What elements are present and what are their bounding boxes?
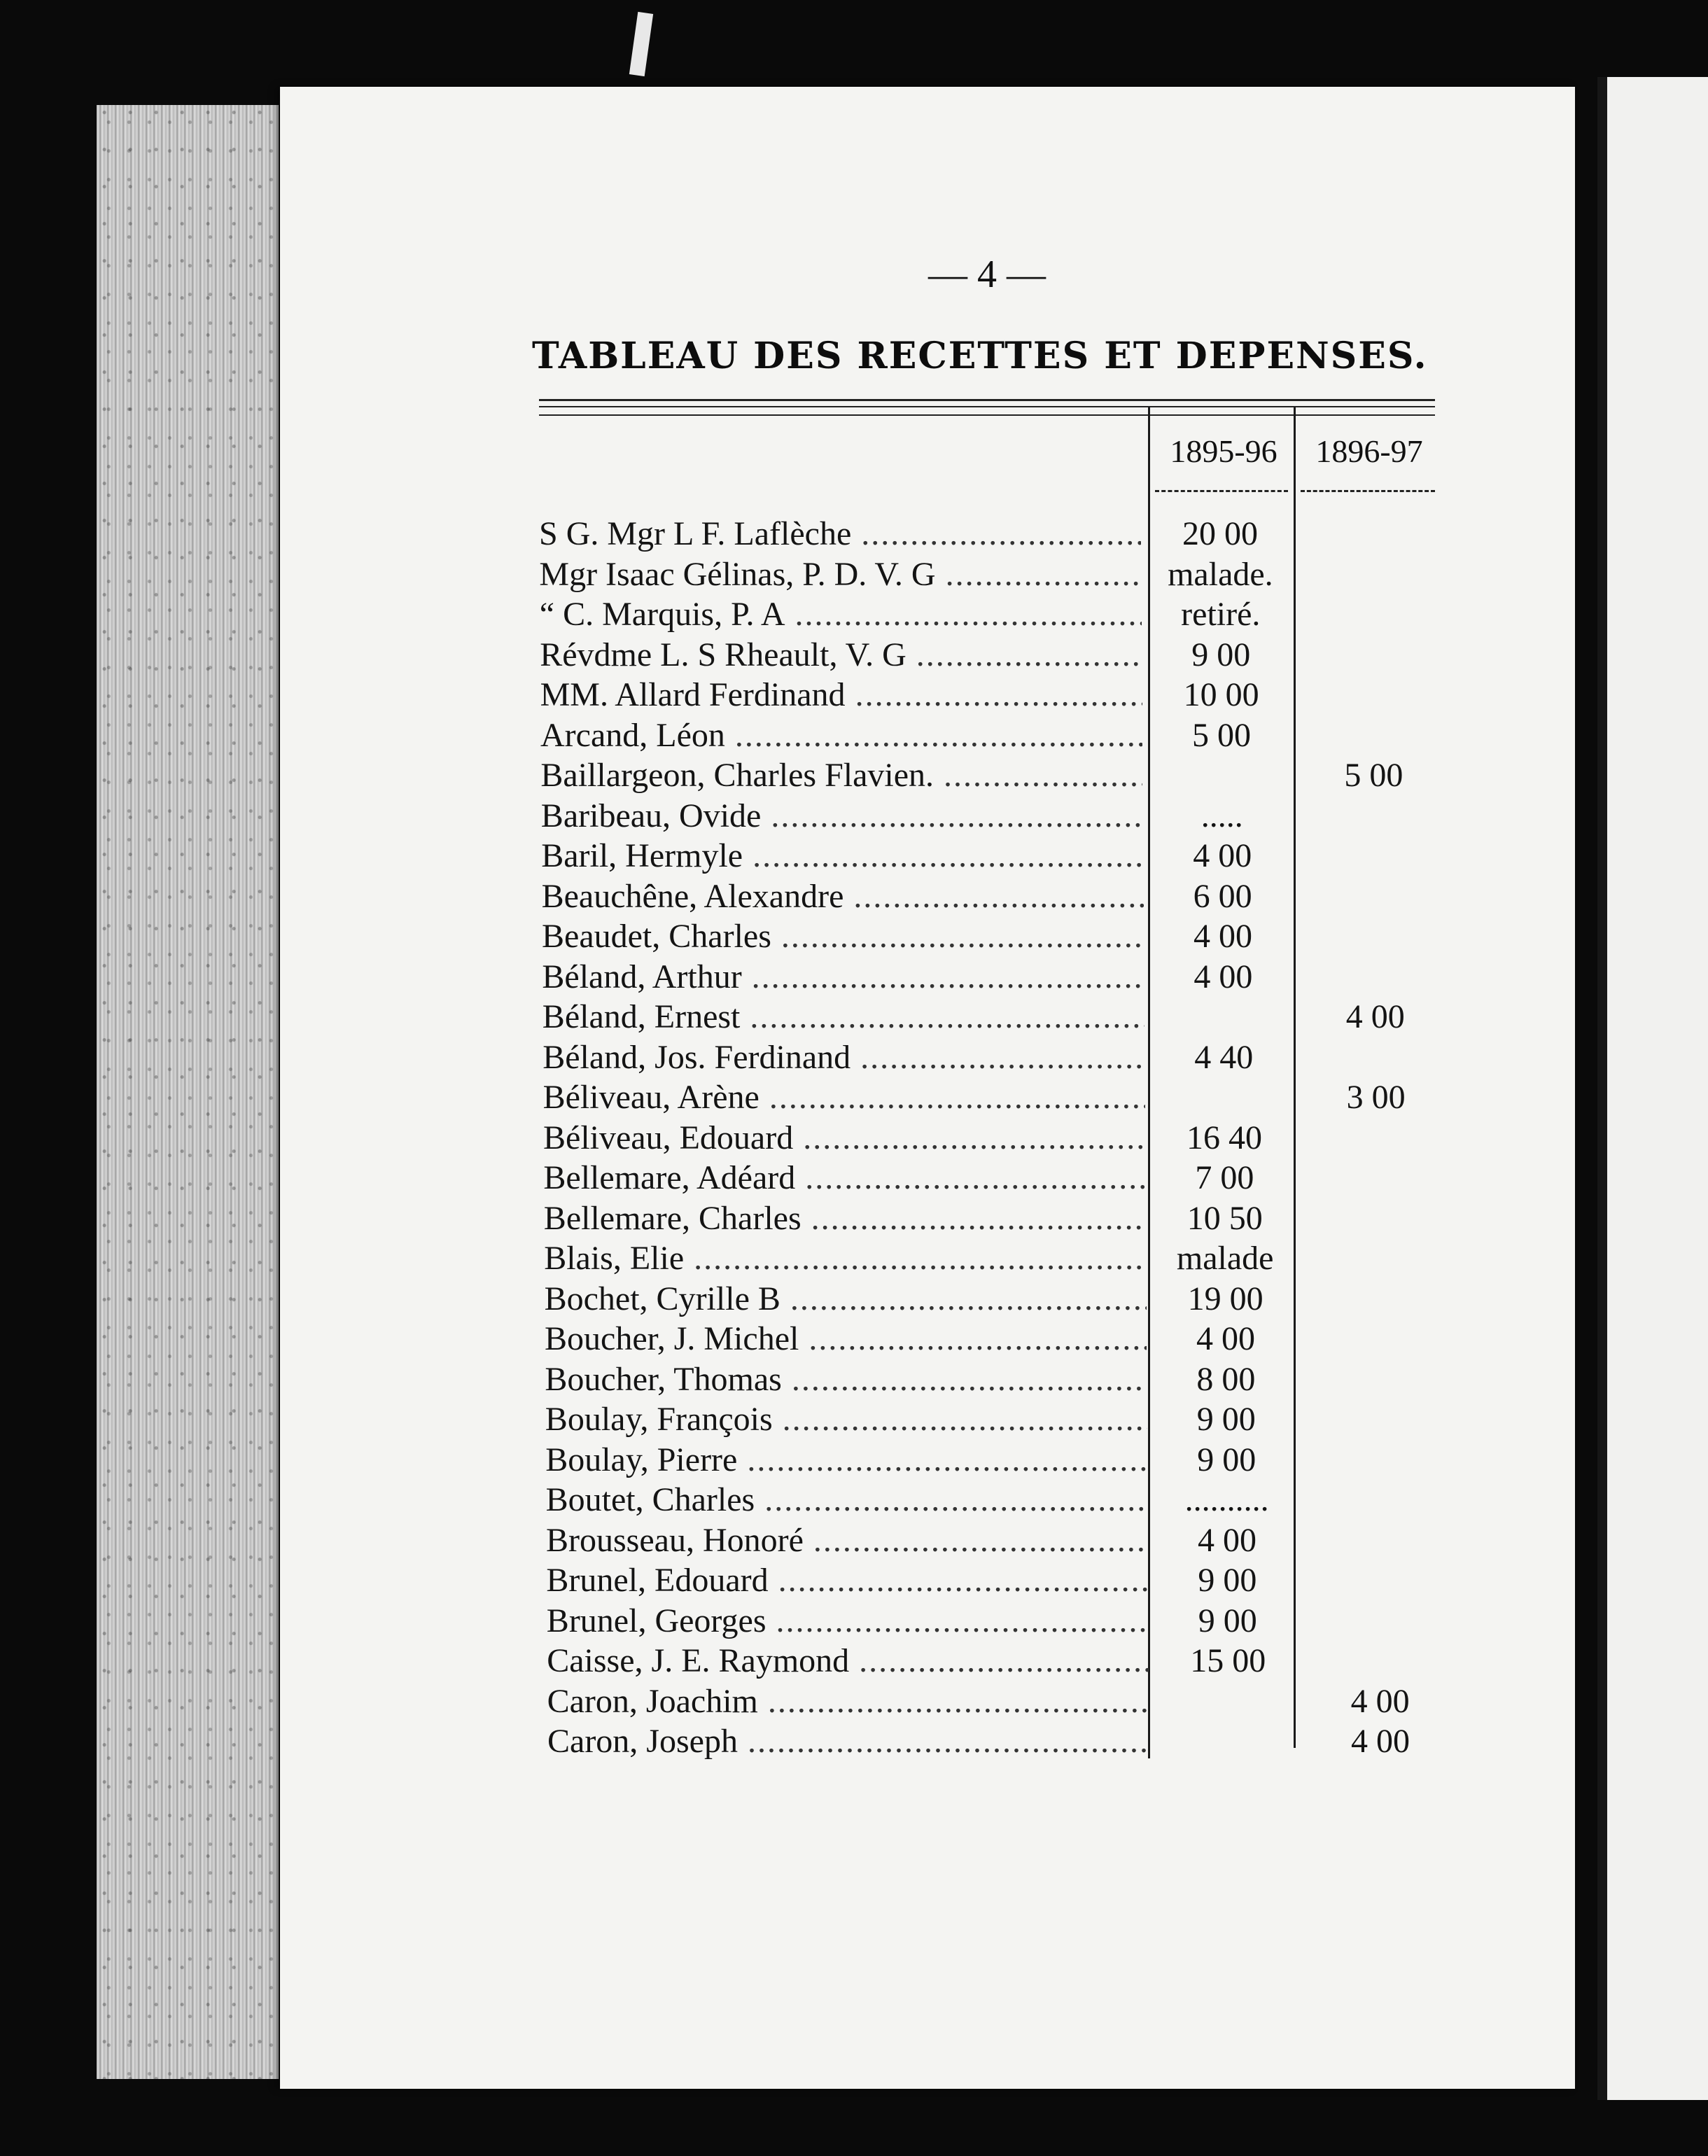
amount-1895-96: 6 00 [1193,877,1252,915]
table-row [540,715,1463,756]
table-row [545,1319,1463,1359]
table-row [543,1077,1463,1118]
ink-blot [629,12,653,76]
amount-1895-96: malade [1176,1240,1274,1277]
contributor-name: Boulay, Pierre ..... [545,1440,1147,1480]
contributor-name: Béland, Jos. Ferdinand ..... [542,1037,1144,1077]
contributor-name: “ C. Mar‌quis, P. A ..... [540,594,1142,634]
amount-1895-96: 10 50 [1186,1199,1263,1237]
contributor-name: Caron, Joachim ..... [547,1681,1149,1721]
column-header-1896-97: 1896-97 [1315,433,1423,469]
contributor-name: Beaudet, Charles ..... [542,916,1144,956]
contributor-name: Bellemare, Adé‌ard ..... [543,1158,1145,1198]
table-row [543,1118,1463,1158]
amount-1895-96: 15 00 [1190,1642,1266,1679]
contributor-name: S G. Mgr L F. Laflèche ..... [539,514,1141,554]
table-row [542,997,1463,1037]
table-row [544,1238,1463,1279]
amount-1895-96: 5 00 [1192,716,1251,754]
header-rule [539,406,1435,407]
table-row [540,594,1463,635]
contributor-name: Caisse, J. E. Raymond ..... [547,1641,1149,1681]
table-row [543,1158,1463,1198]
table-row [546,1480,1463,1520]
contributor-name: Béland, Arthur ..... [542,957,1144,997]
contributor-name: Baillargeon, Charles Flavien. ..... [540,755,1142,795]
amount-1895-96: .......... [1184,1481,1269,1518]
table-row [545,1279,1463,1320]
table-row [542,957,1463,997]
table-row [546,1520,1463,1561]
contributor-name: Mgr Isaac Gélinas, P. D. V. G ..... [539,554,1141,594]
contributor-name: Béliveau, Ar‌ène ..... [543,1077,1145,1117]
amount-1896-97: 3 00 [1346,1079,1406,1116]
amount-1895-96: 9 00 [1197,1441,1256,1478]
page-title: TABLEAU DES RECETTES ET DEPENSES. [532,335,1428,377]
table-row [540,635,1463,676]
amount-1895-96: 8 00 [1196,1360,1256,1398]
amount-1895-96: 20 00 [1182,515,1258,552]
amount-1895-96: 19 00 [1187,1280,1264,1317]
amount-1896-97: 5 00 [1344,757,1404,794]
contributor-name: Boucher, Thomas ..... [545,1359,1147,1399]
table-row [547,1681,1463,1722]
contributor-name: Boucher, J. Michel ..... [545,1319,1147,1359]
table-row [547,1721,1463,1762]
amount-1895-96: 7 00 [1195,1159,1254,1196]
amount-1895-96: 9 00 [1196,1401,1256,1438]
table-row [540,755,1463,796]
contributor-name: Brunel, Edouard ..... [546,1560,1148,1600]
table-row [545,1399,1463,1440]
contributor-name: Caron, Joseph ..... [547,1721,1149,1761]
header-rule [539,399,1435,401]
amount-1895-96: malade. [1168,555,1273,593]
amount-1895-96: 10 00 [1183,676,1259,713]
contributor-name: Révdme L. S Rheault, V. G ..... [540,635,1142,675]
amount-1895-96: 9 00 [1198,1602,1257,1639]
table-row [542,1037,1463,1078]
table-row [545,1440,1463,1480]
contributor-name: Béliveau, Edouard ..... [543,1118,1145,1158]
amount-1895-96: 9 00 [1198,1562,1257,1599]
amount-1896-97: 4 00 [1345,998,1405,1035]
contributor-name: Béland, Ernest ..... [542,997,1144,1037]
contributor-name: Arcand, Léon ..... [540,715,1142,755]
amount-1895-96: 4 40 [1194,1038,1254,1076]
table-row [547,1601,1463,1642]
contributor-name: Boulay, François ..... [545,1399,1147,1439]
header-rule [539,414,1435,416]
facing-page-edge [1597,77,1708,2100]
contributor-name: Bochet, Cyrille B ..... [545,1279,1147,1319]
amount-1895-96: 4 00 [1194,918,1252,955]
amount-1896-97: 4 00 [1351,1723,1410,1760]
table-row [542,876,1463,917]
amount-1895-96: 9 00 [1191,636,1251,673]
amount-1895-96: 4 00 [1193,837,1252,874]
amount-1895-96: 4 00 [1198,1521,1256,1559]
table-row [539,554,1463,595]
table-row [540,675,1463,715]
amount-1895-96: 4 00 [1196,1320,1255,1357]
amount-1895-96: ..... [1200,797,1243,834]
amount-1895-96: 16 40 [1186,1119,1262,1156]
table-row [544,1198,1463,1239]
table-row [546,1560,1463,1601]
contributor-name: Bellemare, Charles ..... [544,1198,1146,1238]
page-edge-stack [97,105,279,2079]
contributor-name: Brunel, Georges ..... [547,1601,1149,1641]
table-row [547,1641,1463,1681]
table-row [542,916,1463,957]
column-header-1895-96: 1895-96 [1170,433,1278,469]
column-header-underline [1155,490,1288,492]
table-row [541,836,1463,876]
amount-1895-96: 4 00 [1194,958,1253,995]
table-row [545,1359,1463,1400]
table-row [539,514,1463,554]
amount-1895-96: retiré. [1181,596,1261,633]
contributor-name: Beauchêne, Alexandre ..... [542,876,1144,916]
contributor-name: Baribeau, Ovide ..... [541,796,1143,836]
contributor-name: Blais, Elie ..... [544,1238,1146,1278]
contributor-name: Baril, Hermyle ..... [541,836,1143,876]
contributor-name: MM. Allard Ferdinand ..... [540,675,1142,715]
page-number: — 4 — [928,253,1046,296]
table-row [541,796,1463,836]
contributor-name: Brousseau, Honoré ..... [546,1520,1148,1560]
column-header-underline [1301,490,1435,492]
contributor-name: Boutet, Charles ..... [546,1480,1148,1520]
amount-1896-97: 4 00 [1350,1682,1410,1720]
ledger-table [539,514,1463,1762]
